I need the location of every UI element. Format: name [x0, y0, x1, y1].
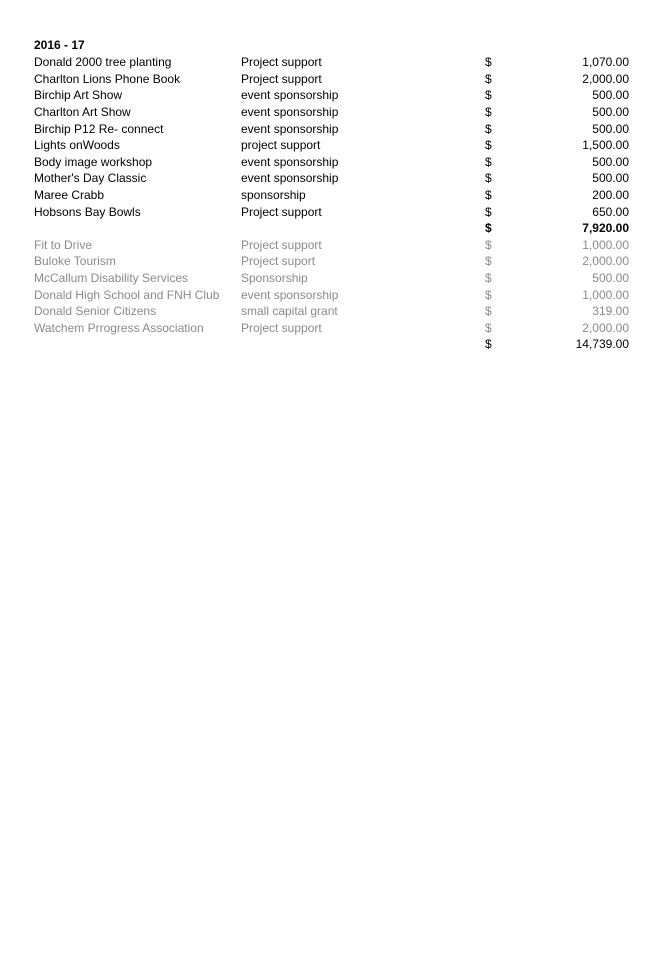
grant-amount: 500.00	[592, 154, 629, 169]
recipient-name: Donald High School and FNH Club	[34, 287, 220, 302]
table-row	[31, 137, 636, 154]
currency-symbol: $	[485, 271, 492, 286]
table-row	[31, 87, 636, 104]
grant-category: event sponsorship	[241, 88, 339, 103]
table-row	[31, 237, 636, 254]
grant-amount: 500.00	[592, 88, 629, 103]
recipient-name: Birchip P12 Re- connect	[34, 121, 164, 136]
subtotal-row	[31, 220, 636, 237]
grant-category: Project support	[241, 320, 322, 335]
grant-amount: 2,000.00	[582, 320, 629, 335]
table-row	[31, 120, 636, 137]
grant-amount: 319.00	[592, 304, 629, 319]
recipient-name: Fit to Drive	[34, 237, 93, 252]
total-row	[31, 336, 636, 353]
grant-category: Project support	[241, 237, 322, 252]
subtotal-amount: 7,920.00	[582, 221, 629, 236]
empty-cell	[238, 220, 479, 237]
grant-category: Project support	[241, 55, 322, 70]
currency-symbol: $	[485, 71, 492, 86]
grant-amount: 1,000.00	[582, 287, 629, 302]
recipient-name: Charlton Art Show	[34, 105, 131, 120]
table-row	[31, 54, 636, 71]
currency-symbol: $	[485, 138, 492, 153]
currency-symbol: $	[485, 55, 492, 70]
currency-symbol: $	[485, 304, 492, 319]
currency-symbol: $	[485, 287, 492, 302]
currency-symbol: $	[485, 221, 492, 236]
table-row	[31, 253, 636, 270]
recipient-name: Birchip Art Show	[34, 88, 123, 103]
table-row	[31, 286, 636, 303]
grant-amount: 500.00	[592, 121, 629, 136]
grant-amount: 650.00	[592, 204, 629, 219]
recipient-name: Mother's Day Classic	[34, 171, 147, 186]
grant-amount: 500.00	[592, 271, 629, 286]
grants-table	[31, 54, 636, 353]
table-row	[31, 187, 636, 204]
grant-category: small capital grant	[241, 304, 338, 319]
empty-cell	[238, 336, 479, 353]
grant-category: sponsorship	[241, 188, 306, 203]
currency-symbol: $	[485, 237, 492, 252]
table-row	[31, 170, 636, 187]
currency-symbol: $	[485, 204, 492, 219]
grant-amount: 1,500.00	[582, 138, 629, 153]
grant-amount: 1,070.00	[582, 55, 629, 70]
grant-category: event sponsorship	[241, 105, 339, 120]
recipient-name: McCallum Disability Services	[34, 271, 189, 286]
grant-category: Project support	[241, 71, 322, 86]
empty-cell	[31, 336, 238, 353]
grant-category: event sponsorship	[241, 121, 339, 136]
grant-category: event sponsorship	[241, 287, 339, 302]
currency-symbol: $	[485, 171, 492, 186]
currency-symbol: $	[485, 121, 492, 136]
currency-symbol: $	[485, 254, 492, 269]
recipient-name: Watchem Prrogress Association	[34, 320, 204, 335]
grant-amount: 1,000.00	[582, 237, 629, 252]
grant-category: Sponsorship	[241, 271, 308, 286]
grant-category: Project support	[241, 204, 322, 219]
grant-amount: 500.00	[592, 105, 629, 120]
grant-category: event sponsorship	[241, 171, 339, 186]
recipient-name: Donald Senior Citizens	[34, 304, 157, 319]
grant-amount: 2,000.00	[582, 71, 629, 86]
grant-amount: 200.00	[592, 188, 629, 203]
empty-cell	[31, 220, 238, 237]
grant-category: Project suport	[241, 254, 316, 269]
grant-amount: 500.00	[592, 171, 629, 186]
table-row	[31, 303, 636, 320]
currency-symbol: $	[485, 105, 492, 120]
total-amount: 14,739.00	[575, 337, 629, 352]
recipient-name: Lights onWoods	[34, 138, 120, 153]
recipient-name: Maree Crabb	[34, 188, 105, 203]
grant-category: event sponsorship	[241, 154, 339, 169]
table-row	[31, 270, 636, 287]
currency-symbol: $	[485, 337, 492, 352]
table-row	[31, 320, 636, 337]
table-row	[31, 203, 636, 220]
table-row	[31, 104, 636, 121]
currency-symbol: $	[485, 188, 492, 203]
page-title: 2016 - 17	[34, 38, 85, 52]
currency-symbol: $	[485, 88, 492, 103]
recipient-name: Charlton Lions Phone Book	[34, 71, 181, 86]
grant-category: project support	[241, 138, 321, 153]
currency-symbol: $	[485, 154, 492, 169]
recipient-name: Hobsons Bay Bowls	[34, 204, 141, 219]
grant-amount: 2,000.00	[582, 254, 629, 269]
currency-symbol: $	[485, 320, 492, 335]
table-row	[31, 71, 636, 88]
recipient-name: Donald 2000 tree planting	[34, 55, 172, 70]
table-row	[31, 154, 636, 171]
recipient-name: Body image workshop	[34, 154, 153, 169]
recipient-name: Buloke Tourism	[34, 254, 116, 269]
